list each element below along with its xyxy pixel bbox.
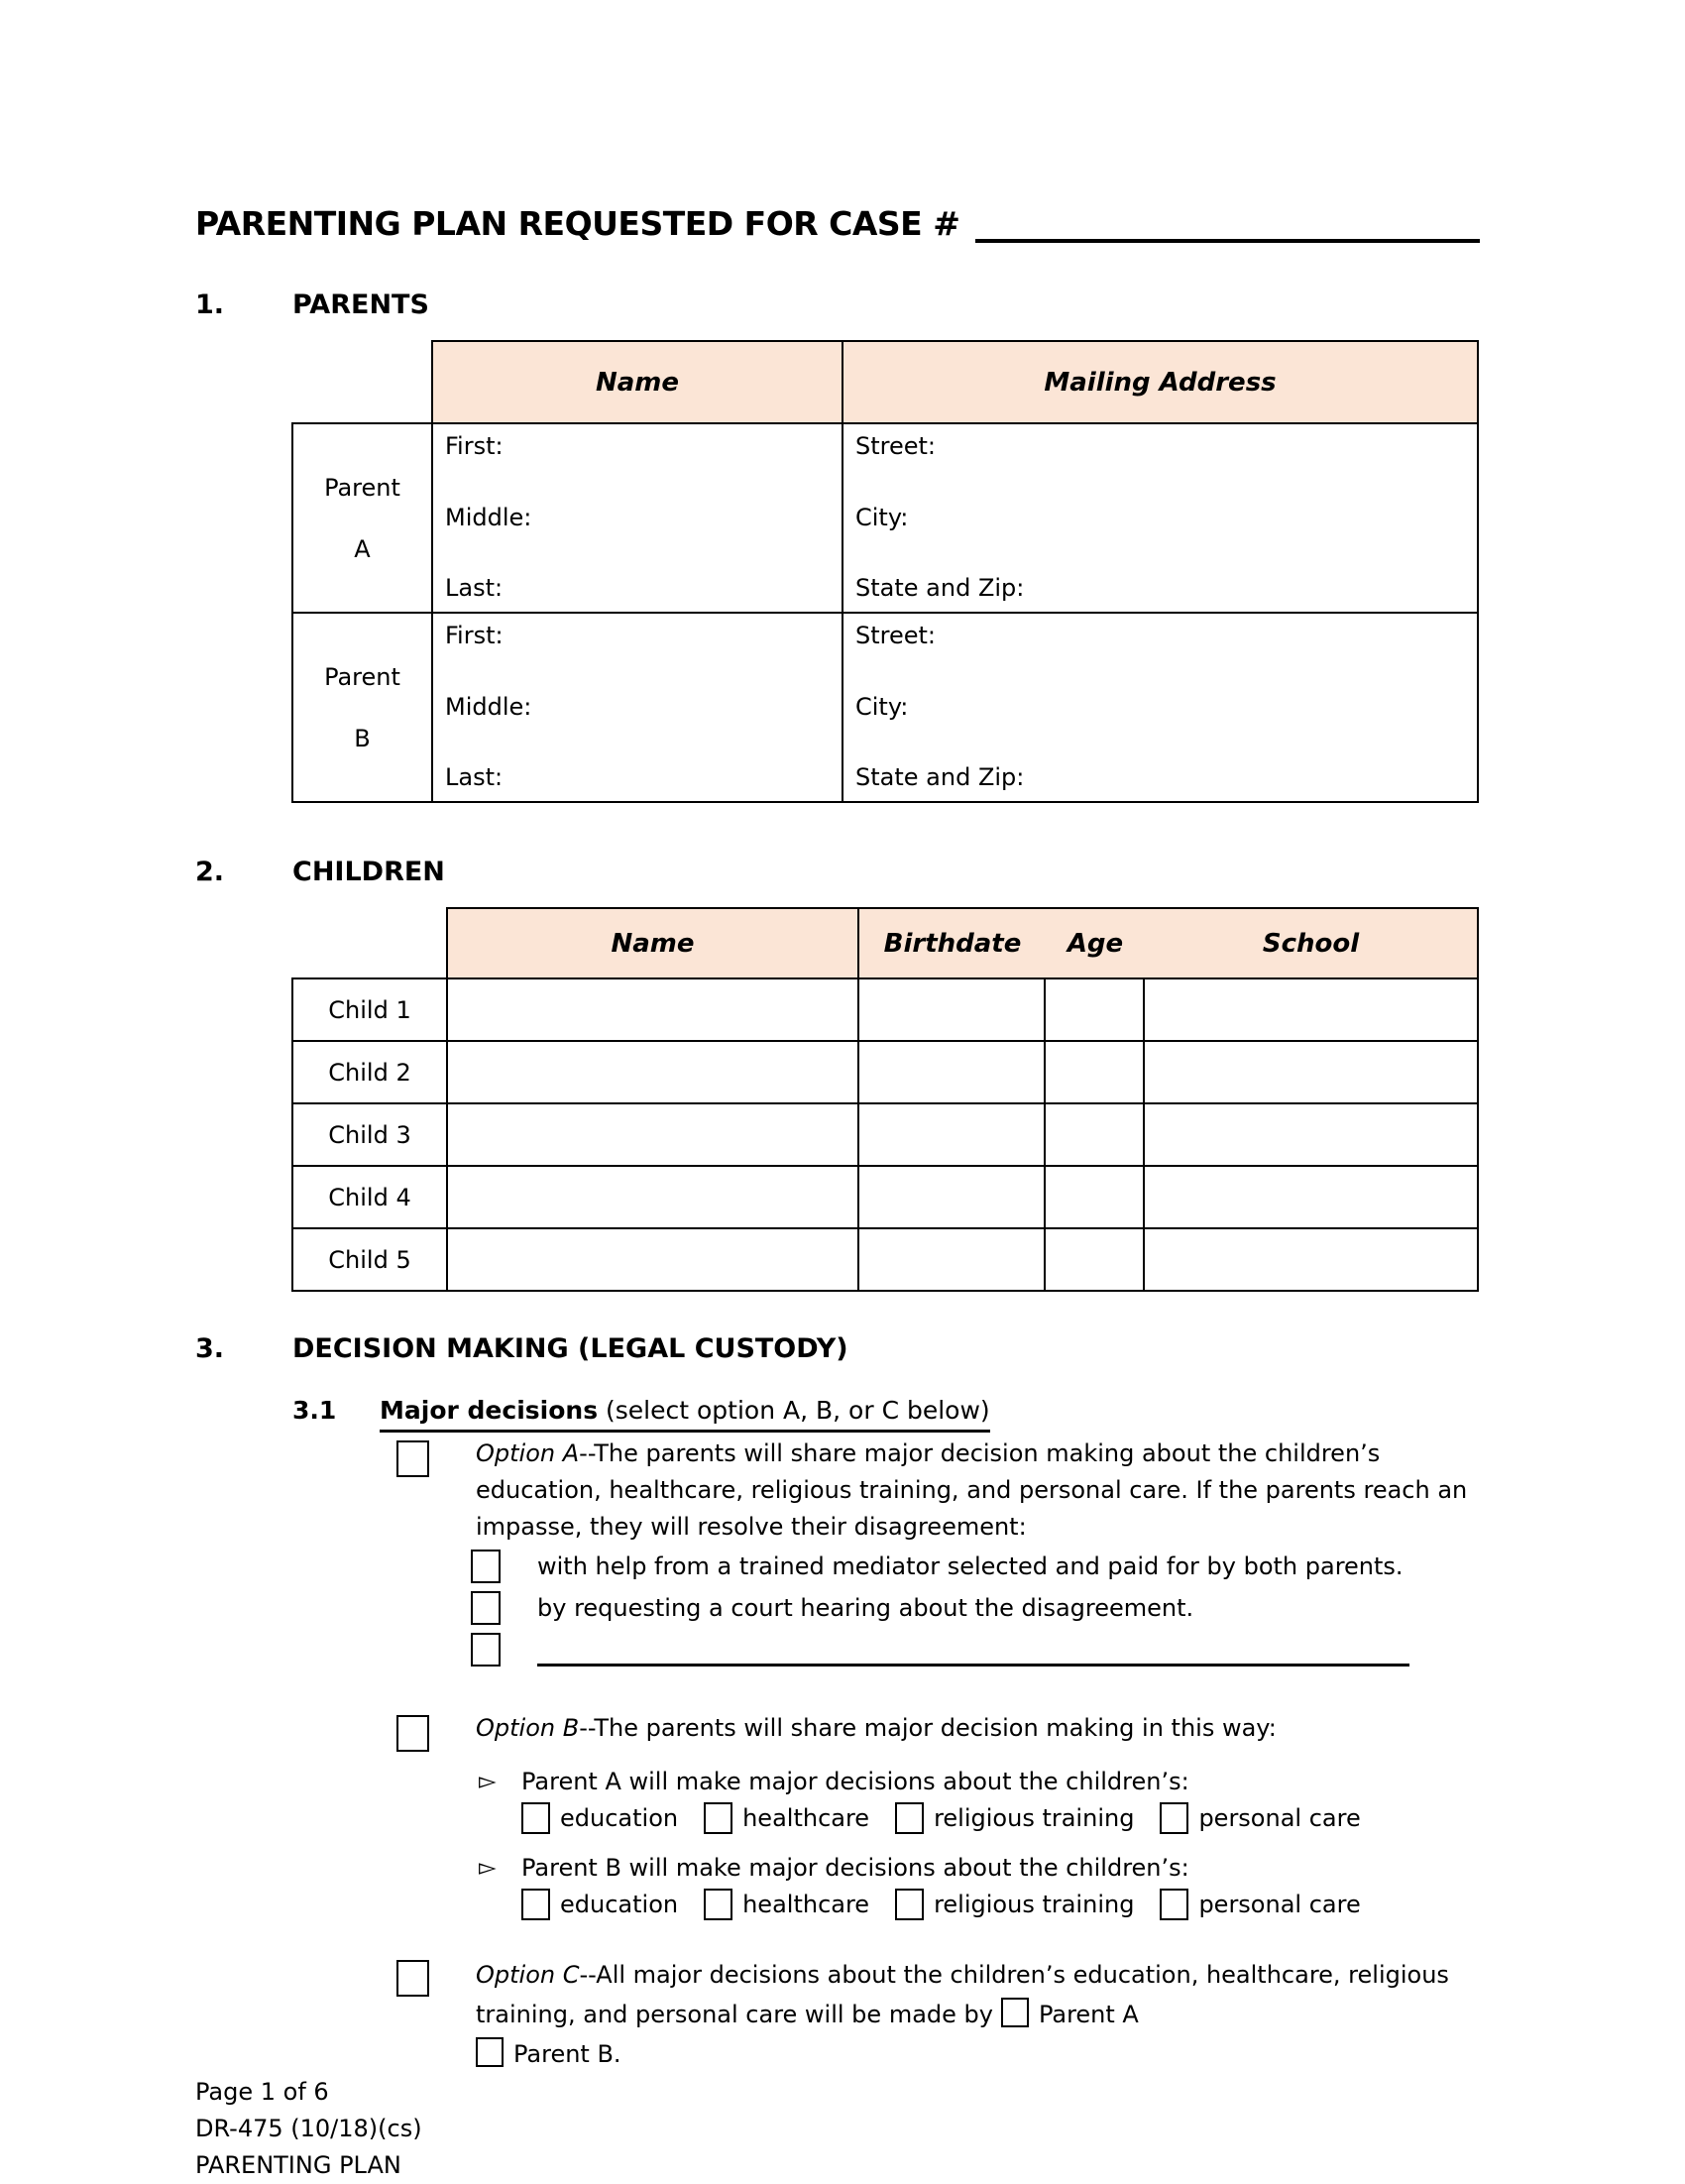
footer-page-number: Page 1 of 6	[195, 2078, 329, 2106]
children-col-header-age: Age	[1067, 928, 1124, 959]
option-a-suboption-mediator	[471, 1546, 1480, 1587]
page-footer	[195, 2074, 1480, 2184]
subsection-heading-rest: (select option A, B, or C below)	[598, 1396, 990, 1425]
religious-training-checkbox-parent-a[interactable]	[895, 1802, 924, 1834]
mediator-checkbox[interactable]	[471, 1550, 501, 1583]
court-hearing-checkbox[interactable]	[471, 1591, 501, 1625]
blank-field-cell[interactable]	[1144, 978, 1478, 1041]
suboption-text: with help from a trained mediator selected and paid for by both parents.	[537, 1552, 1404, 1580]
blank-field-cell[interactable]	[1144, 1103, 1478, 1166]
option-a-suboption-other	[471, 1629, 1480, 1670]
parents-table-stub	[292, 341, 432, 423]
personal-care-checkbox-parent-b[interactable]	[1160, 1889, 1188, 1920]
option-b-body: --The parents will share major decision making in this way:	[579, 1714, 1277, 1742]
child-5-row-label: Child 5	[292, 1228, 447, 1291]
footer-form-name: PARENTING PLAN	[195, 2151, 401, 2179]
section-decision-heading-row	[195, 1332, 1480, 1366]
form-title: PARENTING PLAN REQUESTED FOR CASE #	[195, 204, 960, 243]
field-label: Middle:	[445, 503, 532, 531]
form-title-row	[195, 203, 1480, 243]
children-col-header-school: School	[1262, 928, 1360, 959]
parents-col-header-name: Name	[432, 341, 842, 423]
healthcare-checkbox-parent-a[interactable]	[704, 1802, 732, 1834]
section-heading-parents: PARENTS	[292, 289, 429, 320]
children-col-header-group	[858, 908, 1478, 978]
row-label-text: B	[354, 724, 371, 752]
blank-field-cell[interactable]	[1045, 1041, 1144, 1103]
field-label: City:	[855, 503, 909, 531]
section-number: 2.	[195, 857, 225, 887]
blank-field-cell[interactable]	[858, 1228, 1045, 1291]
parent-b-address-cell[interactable]	[842, 613, 1478, 802]
children-table-stub	[292, 908, 447, 978]
section-number: 1.	[195, 289, 225, 320]
checkbox-label: healthcare	[742, 1891, 870, 1918]
parent-b-row-label	[292, 613, 432, 802]
blank-field-cell[interactable]	[858, 978, 1045, 1041]
option-a-label: Option A	[476, 1439, 580, 1467]
option-b-label: Option B	[476, 1714, 580, 1742]
parent-b-name-cell[interactable]	[432, 613, 842, 802]
subsection-3-1-heading-row	[292, 1393, 1480, 1433]
healthcare-checkbox-parent-b[interactable]	[704, 1889, 732, 1920]
parent-b-choice-label: Parent B.	[513, 2040, 621, 2068]
section-heading-decision: DECISION MAKING (LEGAL CUSTODY)	[292, 1333, 848, 1364]
children-col-header-name: Name	[447, 908, 858, 978]
blank-field-cell[interactable]	[447, 978, 858, 1041]
parent-a-decisions-bullet	[479, 1765, 1480, 1798]
option-c-body: --All major decisions about the children’s education, healthcare, religious training, and personal care will be made by	[476, 1961, 1449, 2028]
blank-field-cell[interactable]	[447, 1103, 858, 1166]
section-parents-heading-row	[195, 288, 1480, 322]
parent-a-row-label	[292, 423, 432, 613]
arrow-bullet-icon: ▻	[479, 1769, 497, 1794]
case-number-blank[interactable]	[975, 203, 1480, 243]
child-4-row-label: Child 4	[292, 1166, 447, 1228]
field-label: State and Zip:	[855, 763, 1025, 791]
option-a-checkbox[interactable]	[396, 1440, 429, 1477]
field-label: State and Zip:	[855, 574, 1025, 602]
education-checkbox-parent-b[interactable]	[521, 1889, 550, 1920]
row-label-text: Parent	[324, 662, 400, 691]
religious-training-checkbox-parent-b[interactable]	[895, 1889, 924, 1920]
suboption-text: by requesting a court hearing about the disagreement.	[537, 1594, 1194, 1622]
parents-table	[291, 340, 1479, 803]
children-col-header-birthdate: Birthdate	[883, 928, 1022, 959]
field-label: First:	[445, 622, 504, 649]
option-c-checkbox[interactable]	[396, 1960, 429, 1997]
footer-form-number: DR-475 (10/18)(cs)	[195, 2115, 422, 2142]
option-a-suboption-court	[471, 1587, 1480, 1629]
section-number: 3.	[195, 1333, 225, 1364]
option-b-text	[476, 1710, 1480, 1752]
checkbox-label: religious training	[934, 1804, 1135, 1832]
option-a-block	[396, 1436, 1480, 1546]
checkbox-label: education	[560, 1891, 679, 1918]
blank-field-cell[interactable]	[447, 1228, 858, 1291]
child-1-row-label: Child 1	[292, 978, 447, 1041]
parent-a-address-cell[interactable]	[842, 423, 1478, 613]
checkbox-label: healthcare	[742, 1804, 870, 1832]
option-a-body: --The parents will share major decision making about the children’s education, healthcare, religious training, and personal care. If the parents reach an impasse, they will resolve their disagreement:	[476, 1439, 1468, 1541]
row-label-text: A	[354, 534, 371, 563]
blank-field-cell[interactable]	[1144, 1041, 1478, 1103]
parent-a-choice-label: Parent A	[1038, 2001, 1139, 2028]
field-label: Last:	[445, 763, 504, 791]
field-label: City:	[855, 692, 909, 721]
bullet-text: Parent A will make major decisions about the children’s:	[521, 1768, 1189, 1795]
parent-b-decision-checkboxes	[521, 1885, 1480, 1924]
checkbox-label: education	[560, 1804, 679, 1832]
subsection-heading	[380, 1393, 990, 1433]
personal-care-checkbox-parent-a[interactable]	[1160, 1802, 1188, 1834]
parent-a-choice-checkbox[interactable]	[1001, 1998, 1029, 2027]
option-c-parent-b-line	[476, 2034, 1480, 2074]
subsection-heading-bold: Major decisions	[380, 1396, 599, 1425]
blank-field-cell[interactable]	[858, 1166, 1045, 1228]
child-3-row-label: Child 3	[292, 1103, 447, 1166]
field-label: Street:	[855, 432, 937, 460]
children-table	[291, 907, 1479, 1292]
checkbox-label: personal care	[1198, 1891, 1361, 1918]
bullet-text: Parent B will make major decisions about the children’s:	[521, 1854, 1189, 1882]
field-label: Street:	[855, 622, 937, 649]
education-checkbox-parent-a[interactable]	[521, 1802, 550, 1834]
child-2-row-label: Child 2	[292, 1041, 447, 1103]
parents-col-header-address: Mailing Address	[842, 341, 1478, 423]
field-label: First:	[445, 432, 504, 460]
other-option-checkbox[interactable]	[471, 1633, 501, 1667]
field-label: Middle:	[445, 692, 532, 721]
parent-b-decisions-bullet	[479, 1851, 1480, 1885]
blank-field-cell[interactable]	[1045, 978, 1144, 1041]
section-heading-children: CHILDREN	[292, 857, 445, 887]
blank-field-cell[interactable]	[447, 1166, 858, 1228]
subsection-number: 3.1	[292, 1396, 337, 1425]
parent-a-decision-checkboxes	[521, 1798, 1480, 1838]
option-b-checkbox[interactable]	[396, 1715, 429, 1752]
blank-field-cell[interactable]	[1045, 1103, 1144, 1166]
blank-field-cell[interactable]	[1144, 1228, 1478, 1291]
option-c-block	[396, 1955, 1480, 2074]
option-c-text	[476, 1955, 1480, 2074]
checkbox-label: religious training	[934, 1891, 1135, 1918]
option-a-text	[476, 1436, 1480, 1546]
option-b-block	[396, 1710, 1480, 1752]
arrow-bullet-icon: ▻	[479, 1855, 497, 1881]
checkbox-label: personal care	[1198, 1804, 1361, 1832]
parent-a-name-cell[interactable]	[432, 423, 842, 613]
other-option-blank[interactable]	[537, 1634, 1409, 1667]
blank-field-cell[interactable]	[1045, 1166, 1144, 1228]
field-label: Last:	[445, 574, 504, 602]
blank-field-cell[interactable]	[858, 1103, 1045, 1166]
blank-field-cell[interactable]	[858, 1041, 1045, 1103]
option-c-label: Option C	[476, 1961, 580, 1989]
section-children-heading-row	[195, 856, 1480, 889]
parent-b-choice-checkbox[interactable]	[476, 2037, 504, 2067]
blank-field-cell[interactable]	[447, 1041, 858, 1103]
blank-field-cell[interactable]	[1144, 1166, 1478, 1228]
row-label-text: Parent	[324, 473, 400, 502]
blank-field-cell[interactable]	[1045, 1228, 1144, 1291]
